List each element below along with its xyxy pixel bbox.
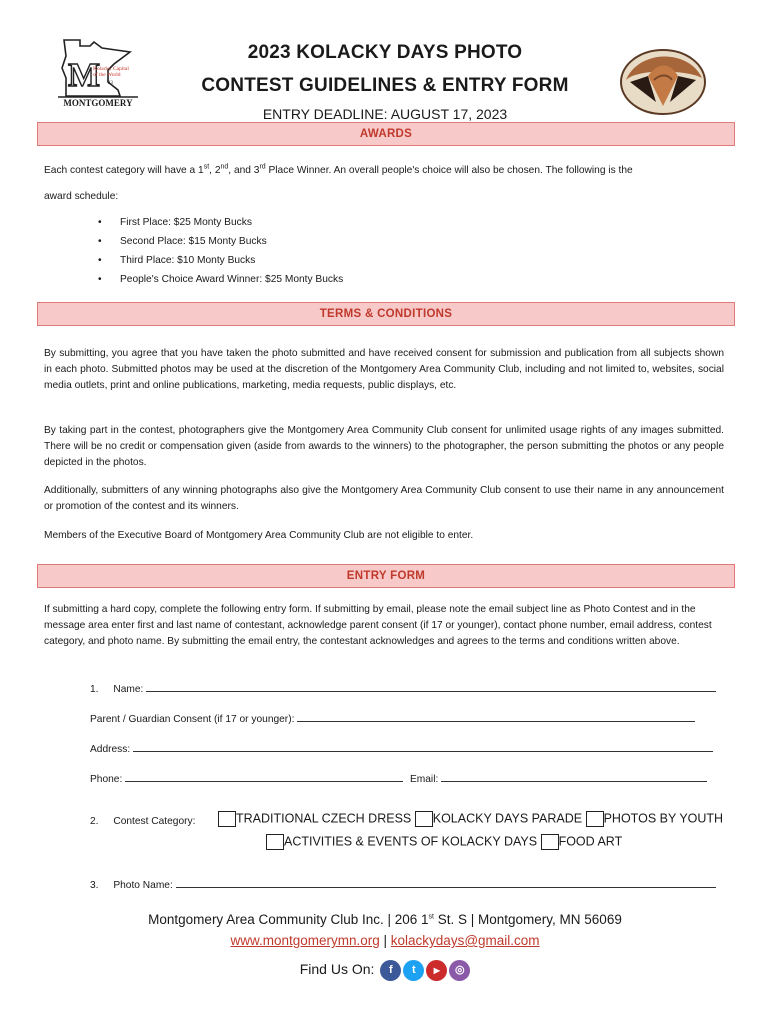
category-option: FOOD ART: [558, 834, 623, 849]
category-checkbox[interactable]: [541, 834, 559, 850]
photo-name-row: 3. Photo Name:: [90, 876, 722, 891]
find-us-label: Find Us On:: [299, 961, 375, 978]
category-option: PHOTOS BY YOUTH: [603, 811, 724, 826]
social-row: [0, 960, 770, 981]
page-title-line1: 2023 KOLACKY DAYS PHOTO: [247, 42, 523, 63]
terms-heading: TERMS & CONDITIONS: [37, 302, 735, 326]
awards-list: [120, 213, 343, 289]
address-row: [90, 740, 722, 755]
awards-intro: Each contest category will have a 1st, 2nd, and 3rd Place Winner. An overall people's choice will also be chosen. The following is the: [44, 163, 633, 176]
category-label: Contest Category:: [113, 816, 196, 827]
page-title-line2: CONTEST GUIDELINES & ENTRY FORM: [201, 75, 569, 96]
phone-label: Phone:: [90, 774, 123, 785]
award-item: • People's Choice Award Winner: $25 Monty Bucks: [120, 270, 343, 289]
category-checkbox[interactable]: [218, 811, 236, 827]
entry-form-intro: If submitting a hard copy, complete the following entry form. If submitting by email, please note the email subject line as Photo Contest and in the message area enter first and last name of contestant, acknowledge parent consent (if 17 or younger), contact phone number, email address, contest category, and photo name. By submitting the email entry, the contestant acknowledges and agrees to the terms and conditions written above.: [44, 604, 712, 647]
category-checkbox[interactable]: [586, 811, 604, 827]
address-label: Address:: [90, 744, 131, 755]
category-row-1: [218, 811, 723, 827]
awards-heading: AWARDS: [37, 122, 735, 146]
entry-deadline: ENTRY DEADLINE: AUGUST 17, 2023: [262, 106, 508, 122]
category-label-row: 2. Contest Category:: [90, 816, 196, 827]
terms-paragraph-4: Members of the Executive Board of Montgomery Area Community Club are not eligible to enter.: [44, 530, 474, 541]
entry-form-heading: ENTRY FORM: [37, 564, 735, 588]
category-row-2: [266, 834, 622, 850]
consent-input[interactable]: [297, 710, 695, 722]
award-item: • Third Place: $10 Monty Bucks: [120, 251, 343, 270]
name-input[interactable]: [146, 680, 716, 692]
name-row: 1. Name:: [90, 680, 722, 695]
phone-email-row: [90, 770, 722, 785]
category-checkbox[interactable]: [415, 811, 433, 827]
address-input[interactable]: [133, 740, 713, 752]
svg-text:'23: '23: [107, 81, 113, 86]
instagram-icon[interactable]: ◎: [449, 960, 470, 981]
twitter-icon[interactable]: t: [403, 960, 424, 981]
logo-text: MONTGOMERY: [63, 98, 133, 108]
svg-text:of the World: of the World: [93, 72, 121, 78]
award-item: • First Place: $25 Monty Bucks: [120, 213, 343, 232]
email-label: Email:: [409, 774, 439, 785]
footer-links: www.montgomerymn.org | kolackydays@gmail.com: [230, 933, 540, 948]
award-item: • Second Place: $15 Monty Bucks: [120, 232, 343, 251]
svg-text:Kolacky Capital: Kolacky Capital: [93, 66, 129, 72]
facebook-icon[interactable]: f: [380, 960, 401, 981]
name-label: Name:: [113, 684, 144, 695]
website-link[interactable]: www.montgomerymn.org: [230, 933, 380, 948]
photo-name-label: Photo Name:: [113, 880, 173, 891]
youtube-icon[interactable]: ▶: [426, 960, 447, 981]
category-option: ACTIVITIES & EVENTS OF KOLACKY DAYS: [284, 834, 538, 849]
category-option: TRADITIONAL CZECH DRESS: [236, 811, 412, 826]
consent-row: [90, 710, 722, 725]
phone-input[interactable]: [125, 770, 403, 782]
category-checkbox[interactable]: [266, 834, 284, 850]
terms-paragraph-1: By submitting, you agree that you have taken the photo submitted and have received consent for submission and publication from all subjects shown in each photo. Submitted photos may be used at the discretion of the Montgomery Area Community Club, including and not limited to, websites, social media outlets, print and online publications, marketing, media requests, public displays, etc.: [44, 348, 724, 391]
consent-label: Parent / Guardian Consent (if 17 or younger):: [90, 714, 295, 725]
terms-paragraph-3: Additionally, submitters of any winning photographs also give the Montgomery Area Community Club consent to use their name in any announcement or promotion of the contest and its winners.: [44, 485, 724, 512]
email-link[interactable]: kolackydays@gmail.com: [390, 933, 540, 948]
terms-paragraph-2: By taking part in the contest, photographers give the Montgomery Area Community Club consent for unlimited usage rights of any images submitted. There will be no credit or compensation given (aside from awards to the winners) to the photographer, the person submitting the photos or any people depicted in the photos.: [44, 425, 724, 468]
photo-name-input[interactable]: [176, 876, 716, 888]
email-input[interactable]: [441, 770, 707, 782]
kolacky-pastry-image: [618, 40, 708, 118]
svg-text:M: M: [68, 57, 101, 94]
category-option: KOLACKY DAYS PARADE: [432, 811, 583, 826]
footer-address: Montgomery Area Community Club Inc. | 206 1st St. S | Montgomery, MN 56069: [148, 912, 622, 927]
awards-intro-cont: award schedule:: [44, 191, 119, 202]
